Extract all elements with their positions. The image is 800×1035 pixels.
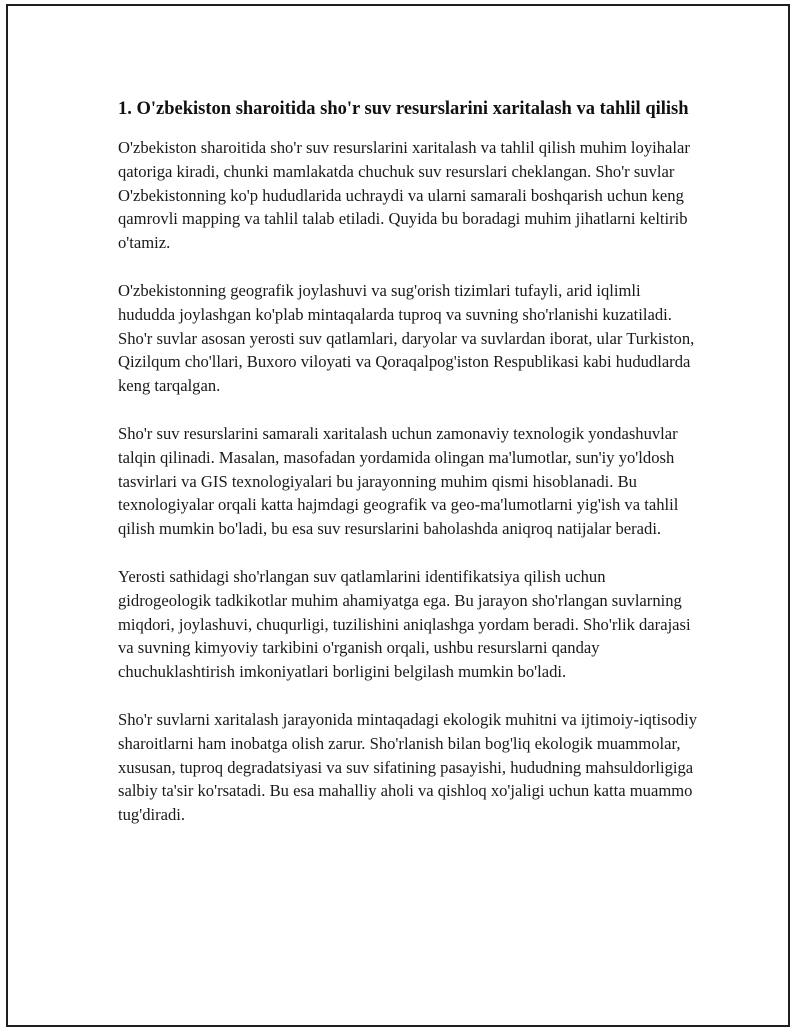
document-body <box>118 95 698 851</box>
paragraph-intro: O'zbekiston sharoitida sho'r suv resurslarini xaritalash va tahlil qilish muhim loyihalar qatoriga kiradi, chunki mamlakatda chuchuk suv resurslari cheklangan. Sho'r suvlar O'zbekistonning ko'p hududlarida uchraydi va ularni samarali boshqarish uchun keng qamrovli mapping va tahlil talab etiladi. Quyida bu boradagi muhim jihatlarni keltirib o'tamiz. <box>118 138 690 253</box>
paragraph-ecology: Sho'r suvlarni xaritalash jarayonida mintaqadagi ekologik muhitni va ijtimoiy-iqtisodiy sharoitlarni ham inobatga olish zarur. Sho'rlanish bilan bog'liq ekologik muammolar, xususan, tuproq degradatsiyasi va suv sifatining pasayishi, hududning mahsuldorligiga salbiy ta'sir ko'rsatadi. Bu esa mahalliy aholi va qishloq xo'jaligi uchun katta muammo tug'diradi. <box>118 709 698 825</box>
page-frame <box>6 4 790 1027</box>
paragraph-hydrogeology: Yerosti sathidagi sho'rlangan suv qatlamlarini identifikatsiya qilish uchun gidrogeologik tadkikotlar muhim ahamiyatga ega. Bu jarayon sho'rlangan suvlarning miqdori, joylashuvi, chuqurligi, tuzilishini aniqlashga yordam beradi. Sho'rlik darajasi va suvning kimyoviy tarkibini o'rganish orqali, ushbu resurslarni qanday chuchuklashtirish imkoniyatlari borligini belgilash mumkin bo'ladi. <box>118 566 691 682</box>
section-heading: 1. O'zbekiston sharoitida sho'r suv resurslarini xaritalash va tahlil qilish <box>118 99 689 119</box>
paragraph-geography: O'zbekistonning geografik joylashuvi va sug'orish tizimlari tufayli, arid iqlimli hududda joylashgan ko'plab mintaqalarda tuproq va suvning sho'rlanishi kuzatiladi. Sho'r suvlar asosan yerosti suv qatlamlari, daryolar va suvlardan iborat, ular Turkiston, Qizilqum cho'llari, Buxoro viloyati va Qoraqalpog'iston Respublikasi kabi hududlarda keng tarqalgan. <box>118 280 695 396</box>
paragraph-technology: Sho'r suv resurslarini samarali xaritalash uchun zamonaviy texnologik yondashuvlar talqin qilinadi. Masalan, masofadan yordamida olingan ma'lumotlar, sun'iy yo'ldosh tasvirlari va GIS texnologiyalari bu jarayonning muhim qismi hisoblanadi. Bu texnologiyalar orqali katta hajmdagi geografik va geo-ma'lumotlarni yig'ish va tahlil qilish mumkin bo'ladi, bu esa suv resurslarini baholashda aniqroq natijalar beradi. <box>118 423 679 539</box>
